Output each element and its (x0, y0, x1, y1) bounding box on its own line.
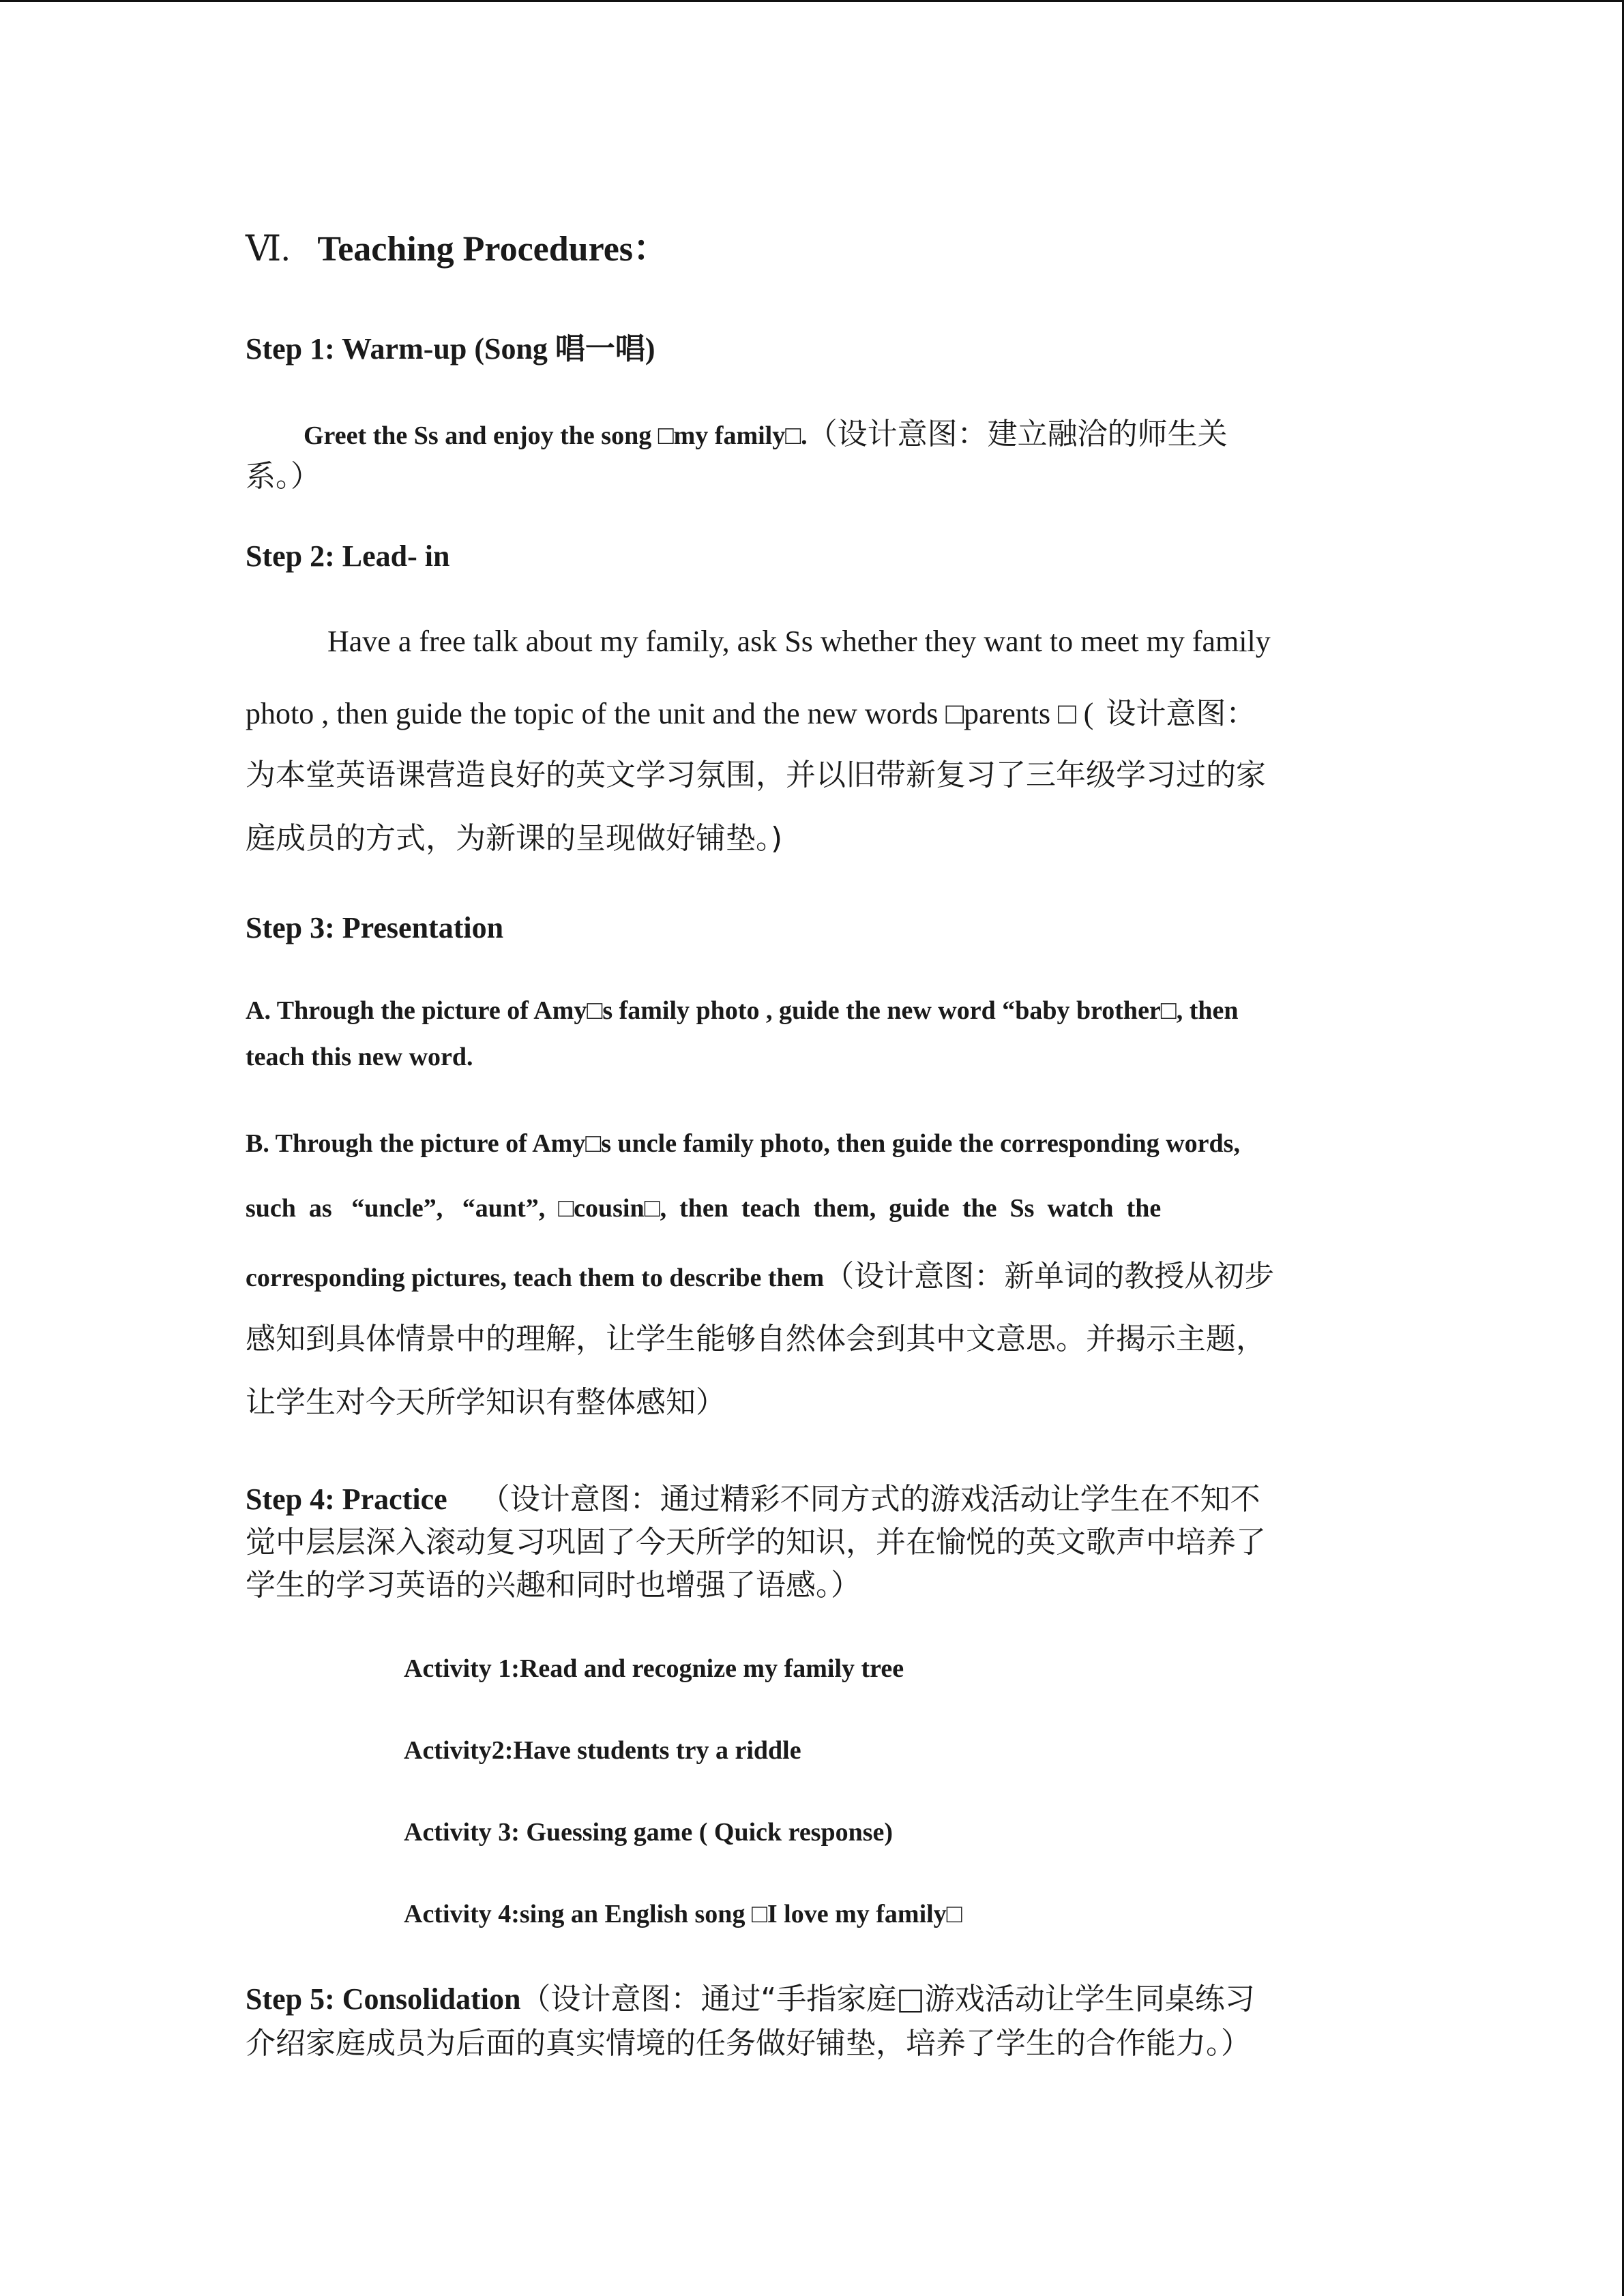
step4-cn-line3: 学生的学习英语的兴趣和同时也增强了语感。） (246, 1568, 861, 1602)
step2-line2-en: photo , then guide the topic of the unit and the new words □parents □ ( (246, 697, 1094, 730)
step1-paragraph (304, 409, 1228, 453)
step5-cn-line2: 介绍家庭成员为后面的真实情境的任务做好铺垫，培养了学生的合作能力。） (246, 2026, 1251, 2061)
step5-cn-line1: （设计意图：通过“手指家庭□游戏活动让学生同桌练习 (520, 1982, 1255, 2016)
step3-b-line4: 感知到具体情景中的理解，让学生能够自然体会到其中文意思。并揭示主题， (246, 1322, 1266, 1356)
step2-title: Step 2: Lead- in (246, 539, 450, 573)
step3-b-line1: B. Through the picture of Amy□s uncle family photo, then guide the corresponding words, (246, 1129, 1240, 1158)
step3-title: Step 3: Presentation (246, 911, 504, 944)
step2-line3: 为本堂英语课营造良好的英文学习氛围，并以旧带新复习了三年级学习过的家 (246, 758, 1266, 792)
step3-a-line2: teach this new word. (246, 1043, 473, 1071)
activity-item: Activity 4:sing an English song □I love my family□ (404, 1900, 962, 1928)
step4-title: Step 4: Practice (246, 1482, 447, 1516)
step3-b-line2: such as “uncle”, “aunt”, □cousin□, then teach them, guide the Ss watch the (246, 1194, 1162, 1223)
step4-heading-line (246, 1474, 1260, 1518)
step2-line4: 庭成员的方式，为新课的呈现做好铺垫。) (246, 821, 783, 856)
step2-line2 (246, 689, 1256, 732)
step1-text-en: Greet the Ss and enjoy the song □my family□. (304, 421, 808, 450)
step4-cn-line1: （设计意图：通过精彩不同方式的游戏活动让学生在不知不 (479, 1482, 1260, 1517)
step2-line2-cn: 设计意图： (1106, 696, 1256, 731)
step4-cn-line2: 觉中层层深入滚动复习巩固了今天所学的知识，并在愉悦的英文歌声中培养了 (246, 1525, 1266, 1560)
step5-heading-line (246, 1974, 1255, 2018)
step1-title: Step 1: Warm-up (Song 唱一唱) (246, 332, 655, 366)
step1-text-cn-cont: 系。） (246, 459, 321, 494)
top-border-line (0, 0, 1624, 2)
step3-a-line1: A. Through the picture of Amy□s family photo , guide the new word “baby brother□, then (246, 996, 1239, 1025)
step3-b-line5: 让学生对今天所学知识有整体感知） (246, 1385, 726, 1420)
step5-title: Step 5: Consolidation (246, 1982, 521, 2016)
activity-item: Activity 1:Read and recognize my family tree (404, 1654, 904, 1683)
section-numeral: Ⅵ. (246, 230, 291, 269)
step3-b-line3 (246, 1251, 1274, 1295)
step3-b-line3-en: corresponding pictures, teach them to describe them (246, 1264, 825, 1292)
section-title: Teaching Procedures： (317, 230, 669, 269)
section-heading (246, 220, 668, 271)
activity-item: Activity 3: Guessing game ( Quick response) (404, 1818, 894, 1847)
step2-line1: Have a free talk about my family, ask Ss whether they want to meet my family (327, 625, 1271, 658)
step1-text-cn: （设计意图：建立融洽的师生关 (807, 417, 1228, 451)
step3-b-line3-cn: （设计意图：新单词的教授从初步 (824, 1259, 1275, 1294)
activity-item: Activity2:Have students try a riddle (404, 1736, 801, 1765)
